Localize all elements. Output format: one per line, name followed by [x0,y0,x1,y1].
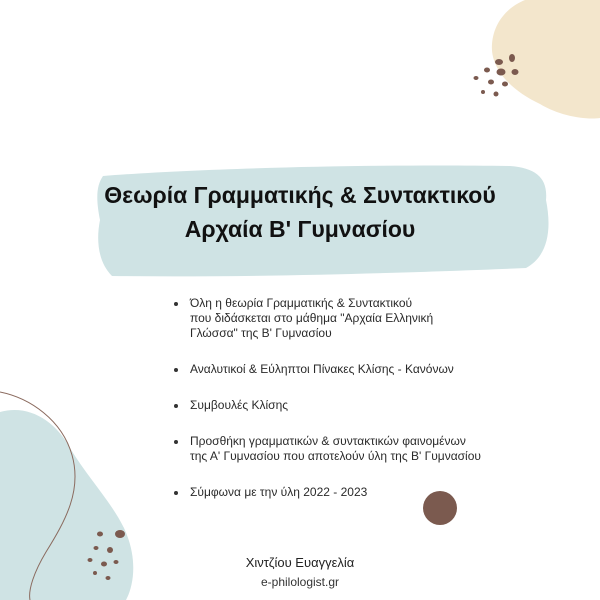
page-title [70,178,530,246]
list-item [172,362,532,377]
list-item-line: Γλώσσα" της Β' Γυμνασίου [190,326,332,340]
title-line-2: Αρχαία Β' Γυμνασίου [184,216,416,242]
list-item-line: Σύμφωνα με την ύλη 2022 - 2023 [190,485,368,499]
list-item [172,398,532,413]
list-item [172,296,532,341]
title-line-1: Θεωρία Γραμματικής & Συντακτικού [104,182,496,208]
list-item-line: Προσθήκη γραμματικών & συντακτικών φαινομένων [190,434,466,448]
blue-blob-bottom-left [0,410,133,600]
list-item-line: της Α' Γυμνασίου που αποτελούν ύλη της Β' Γυμνασίου [190,449,481,463]
beige-blob-top-right [492,0,600,118]
list-item-line: Όλη η θεωρία Γραμματικής & Συντακτικού [190,296,413,310]
list-item [172,434,532,464]
author-name: Χιντζίου Ευαγγελία [245,555,355,570]
list-item-line: Συμβουλές Κλίσης [190,398,289,412]
list-item-line: που διδάσκεται στο μάθημα "Αρχαία Ελληνική [190,311,434,325]
website-link[interactable]: e-philologist.gr [260,575,340,589]
list-item [172,485,532,500]
feature-list [172,296,532,521]
list-item-line: Αναλυτικοί & Εύληπτοι Πίνακες Κλίσης - Κανόνων [190,362,454,376]
